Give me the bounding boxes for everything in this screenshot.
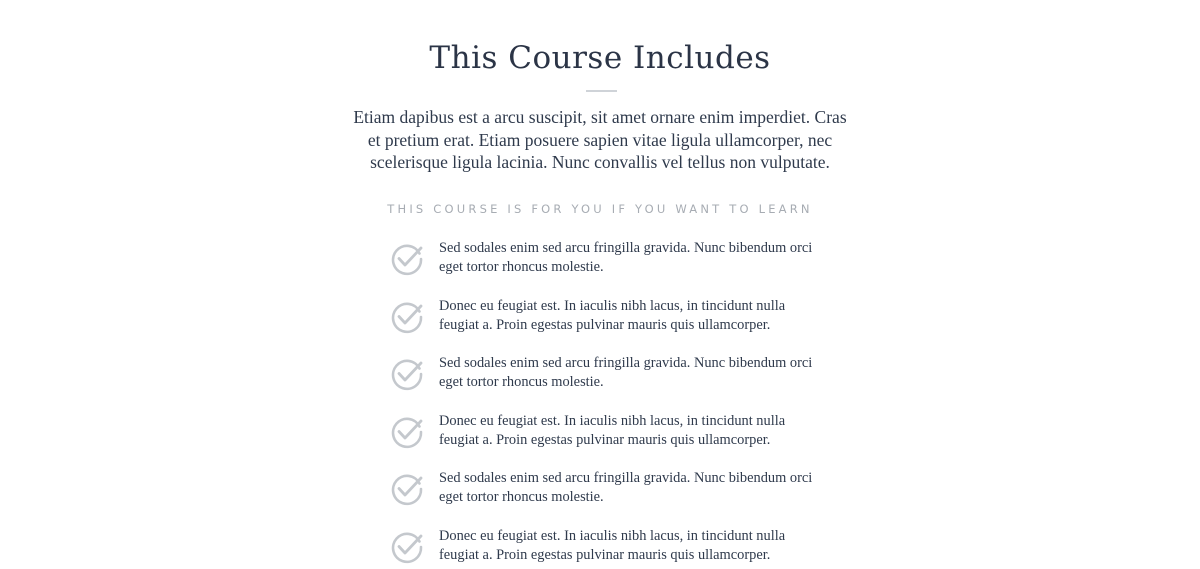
list-item	[390, 412, 830, 470]
section-description: Etiam dapibus est a arcu suscipit, sit amet ornare enim imperdiet. Cras et pretium erat. Etiam posuere sapien vitae ligula ullamcorper, nec scelerisque ligula lacinia. Nunc convallis vel tellus non vulputate.	[353, 107, 847, 172]
list-item	[390, 239, 830, 297]
list-item-text: Sed sodales enim sed arcu fringilla gravida. Nunc bibendum orci eget tortor rhoncus molestie.	[439, 240, 813, 275]
title-divider	[586, 90, 617, 92]
feature-list	[390, 239, 830, 569]
check-circle-icon	[390, 357, 424, 391]
check-circle-icon	[390, 300, 424, 334]
list-item-text: Donec eu feugiat est. In iaculis nibh lacus, in tincidunt nulla feugiat a. Proin egestas pulvinar mauris quis ullamcorper.	[439, 297, 786, 333]
list-item	[390, 354, 830, 412]
check-circle-icon	[390, 415, 424, 449]
list-item	[390, 469, 830, 527]
list-item-text: Sed sodales enim sed arcu fringilla gravida. Nunc bibendum orci eget tortor rhoncus molestie.	[439, 470, 813, 505]
check-circle-icon	[390, 242, 424, 276]
list-item-text: Donec eu feugiat est. In iaculis nibh lacus, in tincidunt nulla feugiat a. Proin egestas pulvinar mauris quis ullamcorper.	[439, 527, 786, 563]
list-item-text: Donec eu feugiat est. In iaculis nibh lacus, in tincidunt nulla feugiat a. Proin egestas pulvinar mauris quis ullamcorper.	[439, 412, 786, 448]
section-title: This Course Includes	[429, 40, 771, 76]
check-circle-icon	[390, 472, 424, 506]
section-subheading: THIS COURSE IS FOR YOU IF YOU WANT TO LEARN	[387, 202, 813, 216]
check-circle-icon	[390, 530, 424, 564]
list-item	[390, 297, 830, 355]
list-item	[390, 527, 830, 569]
list-item-text: Sed sodales enim sed arcu fringilla gravida. Nunc bibendum orci eget tortor rhoncus molestie.	[439, 355, 813, 390]
